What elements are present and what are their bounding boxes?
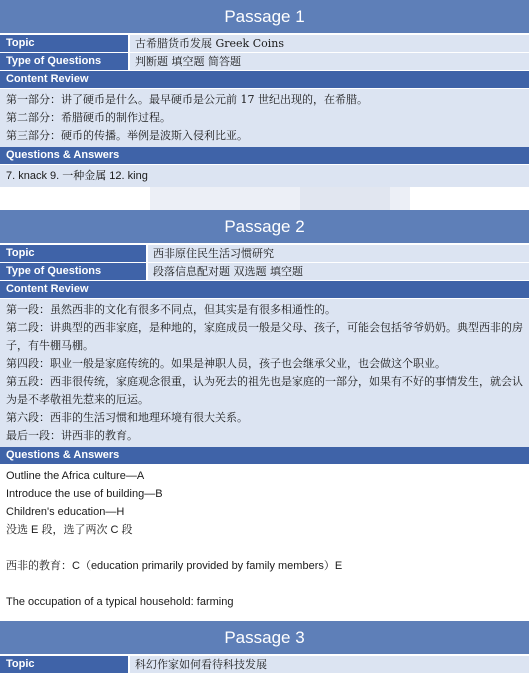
- passage-title: Passage 3: [0, 621, 529, 656]
- types-label: Type of Questions: [0, 53, 128, 70]
- topic-label: Topic: [0, 656, 128, 673]
- qa-line: Children's education—H: [6, 506, 125, 518]
- review-line: 第四段：职业一般是家庭传统的。如果是神职人员，孩子也会继承父业，也会做这个职业。: [6, 357, 446, 370]
- qa-line: 7. knack 9. 一种金属 12. king: [6, 170, 148, 182]
- content-review-header: Content Review: [0, 71, 529, 89]
- qa-header: Questions & Answers: [0, 147, 529, 165]
- content-review-body: [0, 299, 529, 447]
- passage-title: Passage 2: [0, 210, 529, 245]
- review-line: 第五段：西非很传统，家庭观念很重，认为死去的祖先也是家庭的一部分，如果有不好的事情发生，就会认为是不孝敬祖先惹来的厄运。: [6, 375, 523, 406]
- types-row: [0, 53, 529, 71]
- review-line: 第一段：虽然西非的文化有很多不同点，但其实是有很多相通性的。: [6, 303, 336, 316]
- passage-title: Passage 1: [0, 0, 529, 35]
- topic-row: [0, 35, 529, 53]
- review-line: 第二段：讲典型的西非家庭，是种地的，家庭成员一般是父母、孩子，可能会包括爷爷奶奶。典型西非的房子，有牛棚马棚。: [6, 321, 523, 352]
- qa-body: [0, 465, 529, 613]
- types-value: 判断题 填空题 简答题: [128, 53, 529, 70]
- passage-2: [0, 210, 529, 613]
- qa-line: Outline the Africa culture—A: [6, 470, 145, 482]
- types-label: Type of Questions: [0, 263, 146, 280]
- qa-line: 没选 E 段，选了两次 C 段: [6, 524, 133, 536]
- types-value: 段落信息配对题 双选题 填空题: [146, 263, 529, 280]
- qa-line: Introduce the use of building—B: [6, 488, 163, 500]
- review-line: 第三部分：硬币的传播。举例是波斯入侵利比亚。: [6, 129, 248, 142]
- content-review-body: [0, 89, 529, 147]
- review-line: 第六段：西非的生活习惯和地理环境有很大关系。: [6, 411, 248, 424]
- topic-row: [0, 245, 529, 263]
- review-line: 第二部分：希腊硬币的制作过程。: [6, 111, 171, 124]
- topic-value: 古希腊货币发展 Greek Coins: [128, 35, 529, 52]
- topic-value: 科幻作家如何看待科技发展: [128, 656, 529, 673]
- qa-line: 西非的教育：C（education primarily provided by family members）E: [6, 560, 343, 572]
- qa-line: [6, 575, 523, 593]
- types-row: [0, 263, 529, 281]
- topic-label: Topic: [0, 35, 128, 52]
- qa-line: The occupation of a typical household: farming: [6, 596, 234, 608]
- qa-body: [0, 165, 529, 187]
- passage-1: [0, 0, 529, 187]
- review-line: 第一部分：讲了硬币是什么。最早硬币是公元前 17 世纪出现的，在希腊。: [6, 93, 368, 106]
- topic-value: 西非原住民生活习惯研究: [146, 245, 529, 262]
- content-review-header: Content Review: [0, 281, 529, 299]
- topic-label: Topic: [0, 245, 146, 262]
- passage-3: [0, 621, 529, 674]
- qa-header: Questions & Answers: [0, 447, 529, 465]
- qa-line: [6, 539, 523, 557]
- topic-row: [0, 656, 529, 674]
- review-line: 最后一段：讲西非的教育。: [6, 429, 138, 442]
